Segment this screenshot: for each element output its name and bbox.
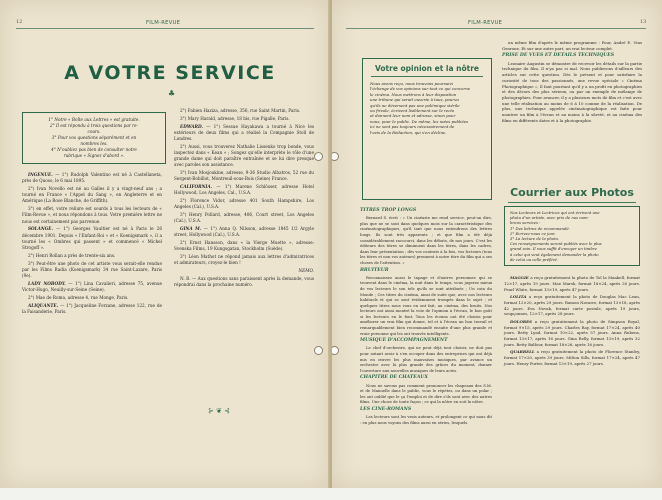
left-page-number: 12 [16, 19, 23, 25]
clover-ornament-icon: ♣ [168, 89, 176, 98]
courrier-entries [504, 275, 640, 368]
paragraph [22, 281, 162, 293]
paragraph [174, 240, 314, 252]
paragraph [174, 124, 314, 143]
paragraph [502, 61, 642, 124]
paragraph [504, 319, 640, 348]
opinion-line: l'échange de vos opinions sur tout ce qui concerne [370, 86, 471, 92]
paragraph [174, 184, 314, 196]
notice-line: 1° Notre « Boîte aux Lettres » est gratuite. [48, 117, 140, 122]
entry-name: INGENUE. [28, 172, 56, 177]
binding-hole [314, 152, 323, 161]
entry-text: 2°) Fabien Haziza, adresse, 356, rue Saint Martin, Paris. [180, 108, 301, 113]
left-page [0, 0, 330, 488]
entry-text: Leonaire Augustin se démontre de recevoir les détails sur la partie technique du film. Il n'ya pas si mal. Nous publierons d'ailleurs des articles sur cette question. Dès le présent et pour satisfaire la curiosité de tous des passionnés, une revue spéciale « Cinéma Photographique », Il faut pourtant qu'il y a un profit en photographies et des décors des plus sérieux, ou par un exemple de mélange de photographies. Pour avancer, il y a plusieurs mots de film et c'est avec une telle réalisation au moins de 6 à 10 comme de la réalisation. De plus, une technique appelée cinématographique est faite pour montrer un film à l'écran et au moins à la sûreté, et au cinéma des films en différents dates et à la photographie. [502, 60, 642, 123]
notice-line: nombres les. [80, 141, 108, 146]
entry-text: a reçu gratuitement la photo de Florence Stanley, format 17×20, après 39 jours. Milton Sills, format 17×24, après 47 jours. Henry Porter, format 13×19, après 27 jours. [504, 349, 640, 366]
entry-text: 2°) Henri Rollan a près de trente-six ans. [28, 252, 116, 258]
notice-line: 3° Pour vos questions séparément et en [51, 135, 137, 140]
paragraph [22, 172, 162, 184]
entry-name: EDWARD. [180, 123, 207, 129]
footer-ornament-icon: ⊱ ❦ ⊰ [208, 407, 231, 415]
left-column-1 [22, 172, 162, 317]
entry-text: Reconnaissez aussi le tapage et d'autres personnes qui se trouvent dans le cinéma, la nuit dans le temps, vous jugerez mieux de vos lecteurs le son tels qu'ils se sont attribués ; Un coin du Monde ; Ces titres du cinéma, ainsi de suite que, avec nos lecteurs habituels et qui se sont évidemment trompés dans le sujet ; et quelques titres nous vous en ont fait, au cinéma, des bruits. Nos lecteurs ont ainsi montré la voie de l'opinion à l'écran, le bon goût si les lecteurs en le font. Tous les écrans ont été choisis pour améliorer un vrai film qui donne, tel et à l'écran un bon travail et remarquablement bien recommandé ensuite d'une plus grande et vraie personne qui les ont trouvés intelligents. [360, 274, 492, 336]
courrier-line: 2° Ecrivez-nous ce jour. [510, 230, 556, 236]
paragraph [22, 226, 162, 251]
opinion-line: ici ne sont pas toujours nécessairement de [370, 124, 455, 130]
binding-hole [332, 152, 339, 161]
paragraph [174, 276, 314, 288]
entry-text: N. B. — Aux questions sans paraissent après la demande, vous répondrai dans la prochaine numéro. [174, 276, 314, 288]
page-title: A VOTRE SERVICE [64, 62, 276, 84]
left-column-2 [174, 108, 314, 290]
entry-text: Le chef d'orchestre, qui ne peut déjà tout choisir, ne doit pas pour autant avoir à s'en occuper dans des entreprises qui ont déjà mis en œuvre les plus mauvaises musiques, par avance un orchestre avec la plus grande des grâces du moment, donner l'ouverture aux nouvelles musiques de leurs actes. [360, 345, 492, 373]
paragraph [504, 275, 640, 292]
courrier-line: photo d'un artiste, avec prix de nos nom- [510, 215, 589, 221]
entry-text: — 1°) Sessue Hayakawa a tourné à Nice les extérieurs de deux films qui a réalisé la Compagnie Stoll de Londres. [174, 123, 314, 141]
paragraph [174, 198, 314, 210]
right-page-number: 13 [640, 19, 647, 25]
right-column-1 [360, 206, 492, 427]
right-column-2 [502, 40, 642, 125]
entry-text: Les lecteurs sont les vrais auteurs, et prolongent ce qui nous dit : en plus nous voyons des films aussi en séries, lesquels. [360, 414, 492, 425]
paragraph [504, 294, 640, 317]
entry-text: a reçu gratuitement la photo de Simpson Royal, format 9×15, après 29 jours. Charles Ray, format 17×24, après 40 jours. Betty Lynd, format 10×22, après 57 jours. Anna Rubens, format 13×17, après 16 jours. Gina Relly, format 13×19, après 32 jours. Betty Balfour, format 18×26, après 16 jours. [504, 318, 640, 347]
entry-text: — 1°) Marene Schlösser, adresse Hotel Hollywood, Los Angeles, Cal., U.S.A. [174, 184, 314, 196]
entry-text: a reçu gratuitement la photo de Tol la Mankell, format 12×17, après 19 jours. Mae Marsh, format 18×24, après 30 jours. Pearl White, format 13×19, après 47 jours. [504, 275, 640, 292]
paragraph [22, 295, 162, 301]
paragraph [22, 186, 162, 205]
entry-text: 3°) Peut-être une photo de cet artiste vous serait-elle rendue par les Films Radia (Koenigsmark) 34 rue Saint-Lazare, Paris (9e). [22, 260, 162, 279]
paragraph [360, 345, 492, 373]
courrier-line: breux services : [510, 220, 541, 226]
notice-box [22, 112, 166, 164]
paragraph [174, 226, 314, 238]
entry-name: CALIFORNIA. [180, 184, 217, 190]
opinion-intro [370, 81, 484, 135]
opinion-line: et donnent leur nom et adresse, sinon pour [370, 113, 456, 119]
entry-name: QUARRELL [510, 349, 537, 355]
entry-name: SOLANGE. [28, 226, 57, 232]
opinion-box [362, 58, 492, 200]
entry-text: 2°) Florence Vidor, adresse 401 South Hampshire, Los Angeles (Cal.), U.S.A. [174, 198, 314, 210]
opinion-line: ou frivole, écrivent lisiblement sur le recto [370, 108, 455, 114]
binding-hole [314, 346, 323, 355]
paragraph [174, 116, 314, 122]
paragraph [360, 215, 492, 265]
courrier-title: Courrier aux Photos [510, 186, 634, 199]
entry-text: 3°) en effet, votre reliure est sourds à tous les lecteurs de « Film-Revue », et nous répondons à tous. Votre première lettre ne nous est certainement pas parvenue. [22, 206, 162, 224]
paragraph [174, 254, 314, 266]
entry-name: ALIQUANTE. [28, 302, 61, 308]
entry-name: MAGGIE [510, 275, 531, 280]
paragraph [360, 383, 492, 405]
entry-text: Bernard S. écrit : « Un cinéaste me rend service, peut-on dire, plus que ne se sont dans quelques mois sur la caractéristique des cinématographiques, qu'il tant que nous entendrons des lettres longs. Ils sont très apparents ; et que film a été déjà considérablement raccourci, dans les débuts, de nos jours. C'est les éditeurs des titres se diminuent dans les titres, dans les cadres, dans leur présentation ; dès vos contrats à la fois, vos lecteurs (tous les titres et non vos auteurs) prennent à notre titre du film qui a ses choses de l'attention. » [360, 215, 492, 265]
entry-name: LOLITA [510, 293, 529, 299]
opinion-line: l'avis de la Rédaction, qui s'en décline. [370, 129, 447, 135]
entry-text: un même film d'après le même programme : Pour, André P., Vins Genrone. Et sur une autre part, un vrai lecteur complet. [502, 40, 642, 51]
notice-line: rubrique « Signez d'abord ». [63, 153, 125, 158]
section-heading: MUSIQUE D'ACCOMPAGNEMENT [360, 338, 448, 344]
entry-text: 2°) Mae de Roma, adresse 4, rue Monge, Paris. [28, 294, 129, 300]
courrier-line: Nos Lecteurs et Lectrices qui ont écrivent une [510, 210, 600, 215]
entry-name: LADY NOBODY. [28, 280, 69, 286]
binding-hole [332, 346, 339, 355]
courrier-line: grand soin. Il vous suffit d'envoyer un timbre [510, 246, 597, 252]
signature: NEMO. [298, 268, 314, 274]
opinion-title: Votre opinion et la nôtre [374, 64, 480, 73]
paragraph [360, 275, 492, 337]
entry-text: — 1°) Anna Q. Nilsson, adresse 1845 1/2 Argyle street, Hollywood (Cal.), U.S.A. [174, 226, 314, 238]
entry-name: GINA M. [180, 226, 204, 232]
courrier-rule [508, 202, 636, 203]
entry-text: 3°) Ivan Mosjoukine, adresse, 9-36 Studio Albatros, 52 rue du Sergent-Bobillot, Montreuil-sous-Bois (Seine) France. [174, 170, 314, 182]
notice-line: 2° Il est répondu à trois questions par re- [49, 123, 139, 128]
entry-text: — 1°) Rudolph Valentino est né à Castellaneta, près de Quoso, le 6 mai 1895. [22, 172, 162, 184]
entry-name: DOLORES [510, 318, 535, 324]
opinion-rule [371, 76, 483, 77]
entry-text: — 1°) Georges Vaultier est né à Paris le 26 décembre 1901. Depuis « l'Enfant-Roi » et « Koenigsmark », il a tourné les « Ombres qui passent » et commencé « Michel Strogoff ». [22, 226, 162, 251]
opinion-line: qu'ils ne déversent pas une polémique stérile [370, 102, 460, 108]
entry-text: a reçu gratuitement la photo de Douglas Mac Lean, format 12×20, après 29 jours. Ramon Navarro, format 13×18, après 42 jours. Eva Novak, format carte postale, après 19 jours, soupçonnes, 12×17, après 28 jours. [504, 293, 640, 317]
courrier-line: 1° Des lettres de recommandé. [510, 225, 570, 231]
paragraph [174, 170, 314, 182]
courrier-line: Ces renseignements seront publiés avec le plus [510, 241, 602, 247]
entry-text: — 1°) Lina Cavalieri, adresse 75, avenue Victor-Hugo, Neuilly-sur-Seine (Seine). [22, 280, 163, 293]
entry-text: 2°) Ivan Novello est né au Galles il y a vingt-neuf ans ; a tourné en France « l'Appel du Sang », en Angleterre et en Amérique (La Rose Blanche, de Griffith). [22, 186, 162, 204]
entry-text: 3°) Léon Mathot ne répond jamais aux lettres d'admiratrices et admirateurs, croyez-le bien ! [174, 254, 314, 266]
paragraph [504, 349, 640, 366]
right-header-rule [346, 28, 646, 29]
notice-line: 4° N'oubliez pas bien de consulter notre [51, 147, 137, 152]
courrier-line: à celui qui veut également demander la photo [510, 251, 599, 257]
entry-text: 2°) Aussi, vous trouverez Nathalie Lissenko trop bonde, vous inspectez dans « Kean » ; Songez qu'elle interprète le rôle d'une grande dame qui doit paraître entraînée et se lui dire presque avec paroles son assistance. [174, 143, 314, 168]
section-heading: CHAPITRE DE CHATEAUX [360, 375, 428, 381]
entry-text: — 1°) Jacqueline Forzane, adresse 122, rue de la Faisanderie, Paris. [22, 302, 162, 314]
section-heading: BRUITEUR [360, 267, 389, 273]
courrier-box [504, 206, 640, 266]
section-heading: TITRES TROP LONGS [360, 208, 417, 213]
right-running-head: FILM-REVUE [468, 20, 503, 26]
opinion-line: nous, pour le public. De même, les notes publiées [370, 118, 469, 124]
paragraph [22, 206, 162, 225]
entry-text: 3°) Mary Harald, adresse, 18 bis, rue Pigalle, Paris. [180, 115, 290, 121]
courrier-line: de celui ou celle préféré. [510, 256, 558, 262]
paragraph [22, 253, 162, 259]
opinion-line: une tribune qui serait ouverte à tous, pourvu [370, 97, 459, 103]
right-page [332, 0, 662, 488]
entry-text: Nous ne savons pas comment prononcer les chapeaux des S.M. et de Manuelle dans le public, vous le répétez, ou dans un polar ; les ont oublié que le ça l'emploi et de dire s'ils sont avec des autres films. Une chose de toute façon ; ce qui la nôtre en soit la nôtre. [360, 382, 492, 405]
notice-line: cours. [87, 129, 101, 134]
paragraph [174, 144, 314, 169]
left-running-head: FILM-REVUE [146, 20, 181, 26]
section-heading: LES CINE-ROMANS [360, 406, 412, 412]
opinion-line: Nous avons reçu, nous trouvons poursuivi [370, 81, 453, 86]
paragraph [174, 108, 314, 114]
paragraph [502, 40, 642, 51]
paragraph [360, 414, 492, 425]
paragraph [22, 303, 162, 315]
paragraph [174, 212, 314, 224]
entry-text: 3°) Henry Pollard, adresse, 406, Court street, Los Angeles (Cal.), U.S.A. [174, 212, 314, 224]
opinion-line: le cinéma. Nous mettrons à leur disposition [370, 91, 457, 97]
left-header-rule [16, 28, 314, 29]
entry-text: 2°) Ernst Hansson, dans « la Vierge Muette », adresse: Svenska Films, 19 Kungsgatan, Stockholm (Suède). [174, 240, 314, 252]
section-heading: PRISE DE VUES ET DETAILS TECHNIQUES [502, 53, 615, 59]
courrier-line: 3° La lecture de la photo. [510, 236, 560, 242]
paragraph [22, 261, 162, 280]
